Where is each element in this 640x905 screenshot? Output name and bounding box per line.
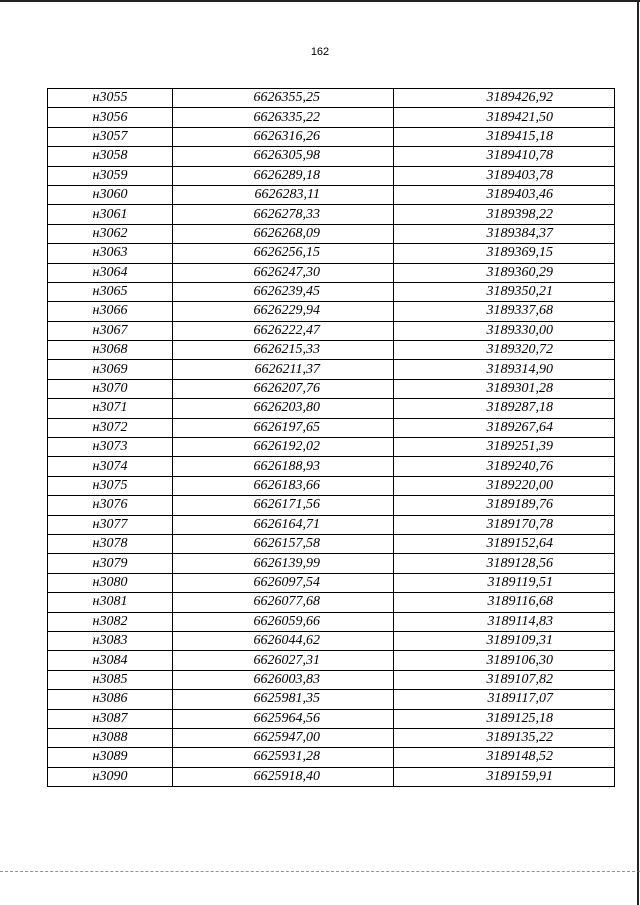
y-coordinate-cell: 3189135,22 [394,728,615,747]
x-coordinate-cell: 6626097,54 [173,573,394,592]
y-coordinate-cell: 3189128,56 [394,554,615,573]
x-coordinate-cell: 6626335,22 [173,108,394,127]
y-coordinate-cell: 3189403,78 [394,166,615,185]
x-coordinate-cell: 6626044,62 [173,631,394,650]
table-row [48,127,615,146]
point-id-cell: н3061 [48,205,173,224]
table-row [48,360,615,379]
point-id-cell: н3072 [48,418,173,437]
y-coordinate-cell: 3189350,21 [394,282,615,301]
table-row [48,224,615,243]
y-coordinate-cell: 3189106,30 [394,651,615,670]
x-coordinate-cell: 6626211,37 [173,360,394,379]
page-right-border [637,0,639,905]
y-coordinate-cell: 3189398,22 [394,205,615,224]
coordinates-table [47,88,615,787]
y-coordinate-cell: 3189125,18 [394,709,615,728]
point-id-cell: н3074 [48,457,173,476]
y-coordinate-cell: 3189220,00 [394,476,615,495]
x-coordinate-cell: 6626268,09 [173,224,394,243]
y-coordinate-cell: 3189152,64 [394,534,615,553]
y-coordinate-cell: 3189114,83 [394,612,615,631]
x-coordinate-cell: 6625964,56 [173,709,394,728]
x-coordinate-cell: 6626355,25 [173,89,394,108]
x-coordinate-cell: 6626215,33 [173,341,394,360]
y-coordinate-cell: 3189415,18 [394,127,615,146]
point-id-cell: н3087 [48,709,173,728]
x-coordinate-cell: 6625981,35 [173,690,394,709]
table-row [48,496,615,515]
table-row [48,573,615,592]
x-coordinate-cell: 6626203,80 [173,399,394,418]
table-row [48,244,615,263]
scan-artifact-line [0,871,640,872]
point-id-cell: н3081 [48,593,173,612]
point-id-cell: н3057 [48,127,173,146]
y-coordinate-cell: 3189116,68 [394,593,615,612]
table-row [48,457,615,476]
y-coordinate-cell: 3189426,92 [394,89,615,108]
point-id-cell: н3059 [48,166,173,185]
y-coordinate-cell: 3189159,91 [394,767,615,786]
x-coordinate-cell: 6626171,56 [173,496,394,515]
point-id-cell: н3085 [48,670,173,689]
table-row [48,399,615,418]
table-row [48,612,615,631]
table-row [48,515,615,534]
point-id-cell: н3056 [48,108,173,127]
y-coordinate-cell: 3189251,39 [394,438,615,457]
x-coordinate-cell: 6626222,47 [173,321,394,340]
point-id-cell: н3068 [48,341,173,360]
y-coordinate-cell: 3189189,76 [394,496,615,515]
table-row [48,476,615,495]
y-coordinate-cell: 3189287,18 [394,399,615,418]
table-row [48,205,615,224]
x-coordinate-cell: 6626283,11 [173,185,394,204]
table-row [48,147,615,166]
table-row [48,631,615,650]
point-id-cell: н3084 [48,651,173,670]
table-row [48,690,615,709]
x-coordinate-cell: 6626316,26 [173,127,394,146]
table-row [48,593,615,612]
coordinates-table-body [48,89,615,787]
point-id-cell: н3082 [48,612,173,631]
y-coordinate-cell: 3189267,64 [394,418,615,437]
y-coordinate-cell: 3189301,28 [394,379,615,398]
x-coordinate-cell: 6626059,66 [173,612,394,631]
table-row [48,554,615,573]
x-coordinate-cell: 6626157,58 [173,534,394,553]
y-coordinate-cell: 3189410,78 [394,147,615,166]
point-id-cell: н3070 [48,379,173,398]
table-row [48,728,615,747]
x-coordinate-cell: 6625931,28 [173,748,394,767]
point-id-cell: н3073 [48,438,173,457]
x-coordinate-cell: 6626289,18 [173,166,394,185]
x-coordinate-cell: 6625947,00 [173,728,394,747]
x-coordinate-cell: 6626207,76 [173,379,394,398]
point-id-cell: н3066 [48,302,173,321]
table-row [48,341,615,360]
point-id-cell: н3069 [48,360,173,379]
y-coordinate-cell: 3189117,07 [394,690,615,709]
page-number: 162 [310,46,330,58]
table-row [48,302,615,321]
y-coordinate-cell: 3189119,51 [394,573,615,592]
x-coordinate-cell: 6626278,33 [173,205,394,224]
x-coordinate-cell: 6626188,93 [173,457,394,476]
x-coordinate-cell: 6626239,45 [173,282,394,301]
x-coordinate-cell: 6626027,31 [173,651,394,670]
y-coordinate-cell: 3189109,31 [394,631,615,650]
point-id-cell: н3077 [48,515,173,534]
y-coordinate-cell: 3189320,72 [394,341,615,360]
point-id-cell: н3075 [48,476,173,495]
y-coordinate-cell: 3189360,29 [394,263,615,282]
y-coordinate-cell: 3189240,76 [394,457,615,476]
y-coordinate-cell: 3189107,82 [394,670,615,689]
point-id-cell: н3083 [48,631,173,650]
point-id-cell: н3060 [48,185,173,204]
table-row [48,108,615,127]
point-id-cell: н3080 [48,573,173,592]
y-coordinate-cell: 3189148,52 [394,748,615,767]
point-id-cell: н3076 [48,496,173,515]
point-id-cell: н3071 [48,399,173,418]
point-id-cell: н3067 [48,321,173,340]
table-row [48,263,615,282]
table-row [48,418,615,437]
y-coordinate-cell: 3189403,46 [394,185,615,204]
x-coordinate-cell: 6626077,68 [173,593,394,612]
point-id-cell: н3065 [48,282,173,301]
x-coordinate-cell: 6626183,66 [173,476,394,495]
y-coordinate-cell: 3189170,78 [394,515,615,534]
y-coordinate-cell: 3189421,50 [394,108,615,127]
table-row [48,321,615,340]
page-top-border [0,0,640,2]
table-row [48,166,615,185]
table-row [48,185,615,204]
x-coordinate-cell: 6626192,02 [173,438,394,457]
table-row [48,748,615,767]
point-id-cell: н3079 [48,554,173,573]
table-row [48,767,615,786]
table-row [48,438,615,457]
x-coordinate-cell: 6626197,65 [173,418,394,437]
table-row [48,89,615,108]
point-id-cell: н3090 [48,767,173,786]
point-id-cell: н3088 [48,728,173,747]
point-id-cell: н3055 [48,89,173,108]
x-coordinate-cell: 6626164,71 [173,515,394,534]
table-row [48,282,615,301]
y-coordinate-cell: 3189330,00 [394,321,615,340]
x-coordinate-cell: 6626247,30 [173,263,394,282]
x-coordinate-cell: 6626139,99 [173,554,394,573]
table-row [48,670,615,689]
x-coordinate-cell: 6625918,40 [173,767,394,786]
table-row [48,709,615,728]
point-id-cell: н3064 [48,263,173,282]
y-coordinate-cell: 3189337,68 [394,302,615,321]
x-coordinate-cell: 6626256,15 [173,244,394,263]
x-coordinate-cell: 6626305,98 [173,147,394,166]
point-id-cell: н3086 [48,690,173,709]
x-coordinate-cell: 6626229,94 [173,302,394,321]
point-id-cell: н3062 [48,224,173,243]
y-coordinate-cell: 3189314,90 [394,360,615,379]
table-row [48,651,615,670]
table-row [48,379,615,398]
point-id-cell: н3058 [48,147,173,166]
point-id-cell: н3089 [48,748,173,767]
point-id-cell: н3078 [48,534,173,553]
x-coordinate-cell: 6626003,83 [173,670,394,689]
point-id-cell: н3063 [48,244,173,263]
table-row [48,534,615,553]
y-coordinate-cell: 3189369,15 [394,244,615,263]
y-coordinate-cell: 3189384,37 [394,224,615,243]
